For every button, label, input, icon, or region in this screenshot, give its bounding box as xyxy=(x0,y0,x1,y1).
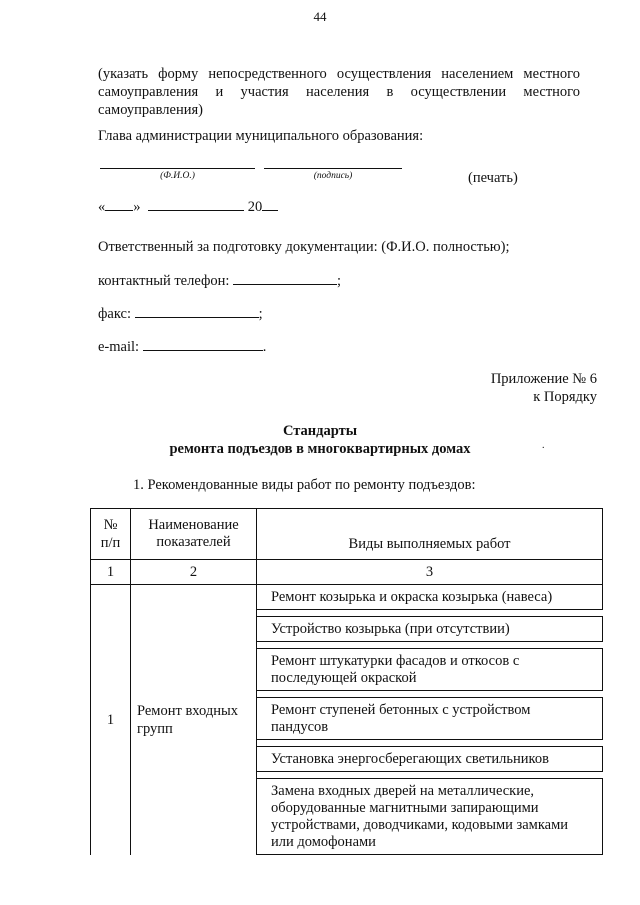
date-row xyxy=(98,197,278,216)
list-item: Ремонт козырька и окраска козырька (навеса) xyxy=(256,584,603,610)
email-end: . xyxy=(262,339,267,355)
list-item: Ремонт штукатурки фасадов и откосов с последующей окраской xyxy=(256,648,603,691)
col-number-3: 3 xyxy=(257,560,603,585)
fax-row xyxy=(98,304,263,323)
title-line-1: Стандарты xyxy=(282,423,358,439)
phone-label: контактный телефон: xyxy=(98,273,230,289)
email-label: e-mail: xyxy=(98,339,140,355)
header-num: № п/п xyxy=(91,509,131,560)
table-header-row xyxy=(91,509,603,560)
works-list xyxy=(256,584,603,855)
email-row xyxy=(98,337,266,356)
annex-line-2: к Порядку xyxy=(533,389,597,405)
sign-caption: (подпись) xyxy=(313,171,353,181)
column-number-row xyxy=(91,560,603,585)
list-item: Ремонт ступеней бетонных с устройством пандусов xyxy=(256,697,603,740)
stray-dot: . xyxy=(542,440,545,451)
list-item: Замена входных дверей на металлические, оборудованные магнитными запирающими устройствами, доводчиками, кодовыми замками или домофонами xyxy=(256,778,603,855)
header-works xyxy=(257,509,603,560)
list-item: Устройство козырька (при отсутствии) xyxy=(256,616,603,642)
phone-row xyxy=(98,271,341,290)
phone-blank xyxy=(233,271,337,285)
sign-signature-line xyxy=(264,168,402,169)
col-number-2: 2 xyxy=(131,560,257,585)
row-num: 1 xyxy=(91,585,131,855)
list-item: Установка энергосберегающих светильников xyxy=(256,746,603,772)
month-blank xyxy=(148,197,244,211)
email-blank xyxy=(143,337,263,351)
page-number: 44 xyxy=(313,9,327,24)
row-name: Ремонт входных групп xyxy=(131,585,257,855)
section-heading: 1. Рекомендованные виды работ по ремонту подъездов: xyxy=(133,477,476,493)
date-open-quote: « xyxy=(98,199,106,215)
header-name: Наименование показателей xyxy=(131,509,257,560)
day-blank xyxy=(105,197,133,211)
header-works-label: Виды выполняемых работ xyxy=(348,535,511,552)
annex-line-1: Приложение № 6 xyxy=(490,371,597,387)
phone-end: ; xyxy=(337,273,342,289)
fax-end: ; xyxy=(258,306,263,322)
annex-reference xyxy=(491,370,597,406)
intro-note: (указать форму непосредственного осуществления населением местного самоуправления и участия населения в осуществлении местного самоуправления) xyxy=(98,66,580,118)
fax-blank xyxy=(135,304,259,318)
year-prefix: 20 xyxy=(247,199,263,215)
fio-caption: (Ф.И.О.) xyxy=(160,171,195,181)
stamp-label: (печать) xyxy=(468,170,518,186)
title-line-2: ремонта подъездов в многоквартирных домах xyxy=(169,441,471,457)
fax-label: факс: xyxy=(98,306,131,322)
date-close-quote: » xyxy=(133,199,141,215)
col-number-1: 1 xyxy=(91,560,131,585)
year-blank xyxy=(262,197,278,211)
fio-signature-line xyxy=(100,168,255,169)
responsible-line: Ответственный за подготовку документации: (Ф.И.О. полностью); xyxy=(98,239,510,255)
head-of-administration-label: Глава администрации муниципального образования: xyxy=(98,128,424,144)
